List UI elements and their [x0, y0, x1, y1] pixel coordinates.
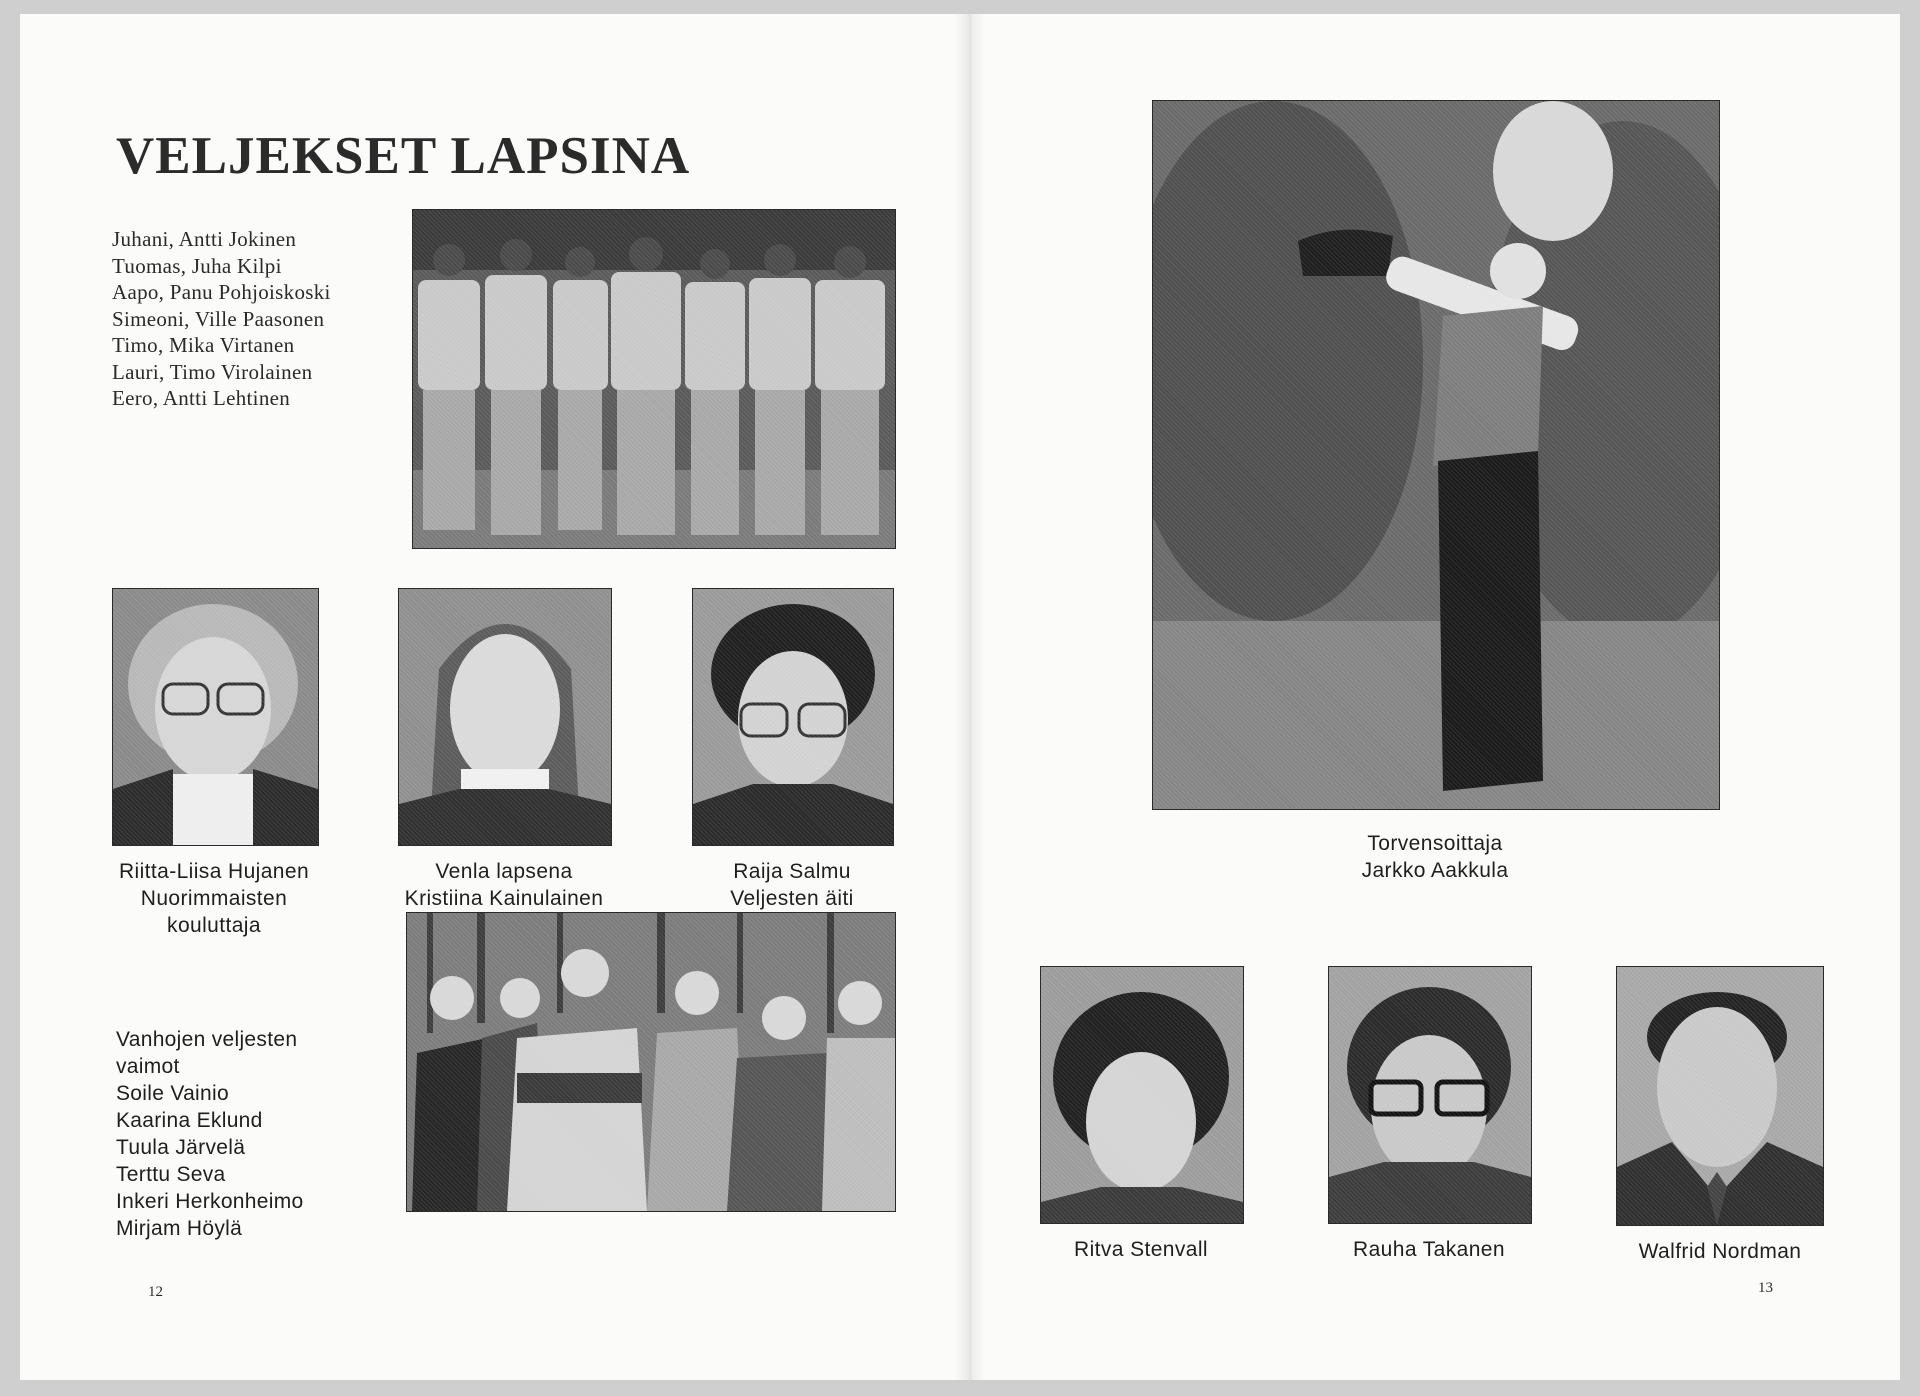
caption-line: Riitta-Liisa Hujanen [118, 860, 310, 883]
caption-walfrid-nordman [1600, 1238, 1840, 1265]
cast-line: Juhani, Antti Jokinen [112, 227, 297, 251]
page-number: 12 [148, 1284, 163, 1300]
wives-cast-list [116, 1026, 303, 1242]
wives-group-photo [406, 912, 896, 1212]
brothers-group-photo [412, 209, 896, 549]
portrait-raija-salmu [692, 588, 894, 846]
wives-line: Tuula Järvelä [116, 1136, 246, 1159]
caption-torvensoittaja [1305, 830, 1565, 884]
caption-line: Jarkko Aakkula [1361, 859, 1509, 882]
caption-line: Torvensoittaja [1367, 832, 1503, 855]
wives-line: Kaarina Eklund [116, 1109, 263, 1132]
wives-line: Inkeri Herkonheimo [116, 1190, 304, 1213]
wives-line: Soile Vainio [116, 1082, 229, 1105]
caption-line: Nuorimmaisten [140, 887, 288, 910]
cast-line: Lauri, Timo Virolainen [112, 359, 313, 384]
caption-ritva-stenvall [1030, 1236, 1252, 1263]
caption-riitta-liisa [104, 858, 324, 939]
wives-line: Terttu Seva [116, 1163, 226, 1186]
caption-line: Kristiina Kainulainen [404, 887, 604, 910]
wives-line: Vanhojen veljesten [116, 1028, 298, 1051]
portrait-riitta-liisa-hujanen [112, 588, 319, 846]
horn-player-photo [1152, 100, 1720, 810]
caption-line: Ritva Stenvall [1074, 1238, 1208, 1261]
wives-line: Mirjam Höylä [116, 1217, 243, 1240]
caption-line: Veljesten äiti [730, 887, 854, 910]
cast-line: Eero, Antti Lehtinen [112, 386, 291, 410]
caption-line: Raija Salmu [733, 860, 851, 883]
wives-line: vaimot [116, 1055, 180, 1078]
caption-venla [384, 858, 624, 912]
caption-rauha-takanen [1318, 1236, 1540, 1263]
page-13 [970, 14, 1900, 1380]
portrait-walfrid-nordman [1616, 966, 1824, 1226]
brothers-cast-list [112, 226, 331, 412]
cast-line: Simeoni, Ville Paasonen [112, 306, 325, 331]
caption-line: Rauha Takanen [1353, 1238, 1505, 1261]
portrait-ritva-stenvall [1040, 966, 1244, 1224]
page-12 [20, 14, 970, 1380]
page-number: 13 [1758, 1280, 1773, 1296]
cast-line: Timo, Mika Virtanen [112, 333, 295, 357]
portrait-kristiina-kainulainen [398, 588, 612, 846]
booklet-spread [20, 14, 1900, 1380]
caption-line: kouluttaja [167, 914, 261, 937]
caption-line: Walfrid Nordman [1638, 1240, 1802, 1263]
cast-line: Tuomas, Juha Kilpi [112, 253, 282, 278]
caption-line: Venla lapsena [435, 860, 573, 883]
caption-raija-salmu [682, 858, 902, 912]
cast-line: Aapo, Panu Pohjoiskoski [112, 280, 331, 304]
portrait-rauha-takanen [1328, 966, 1532, 1224]
page-title: VELJEKSET LAPSINA [116, 127, 691, 185]
